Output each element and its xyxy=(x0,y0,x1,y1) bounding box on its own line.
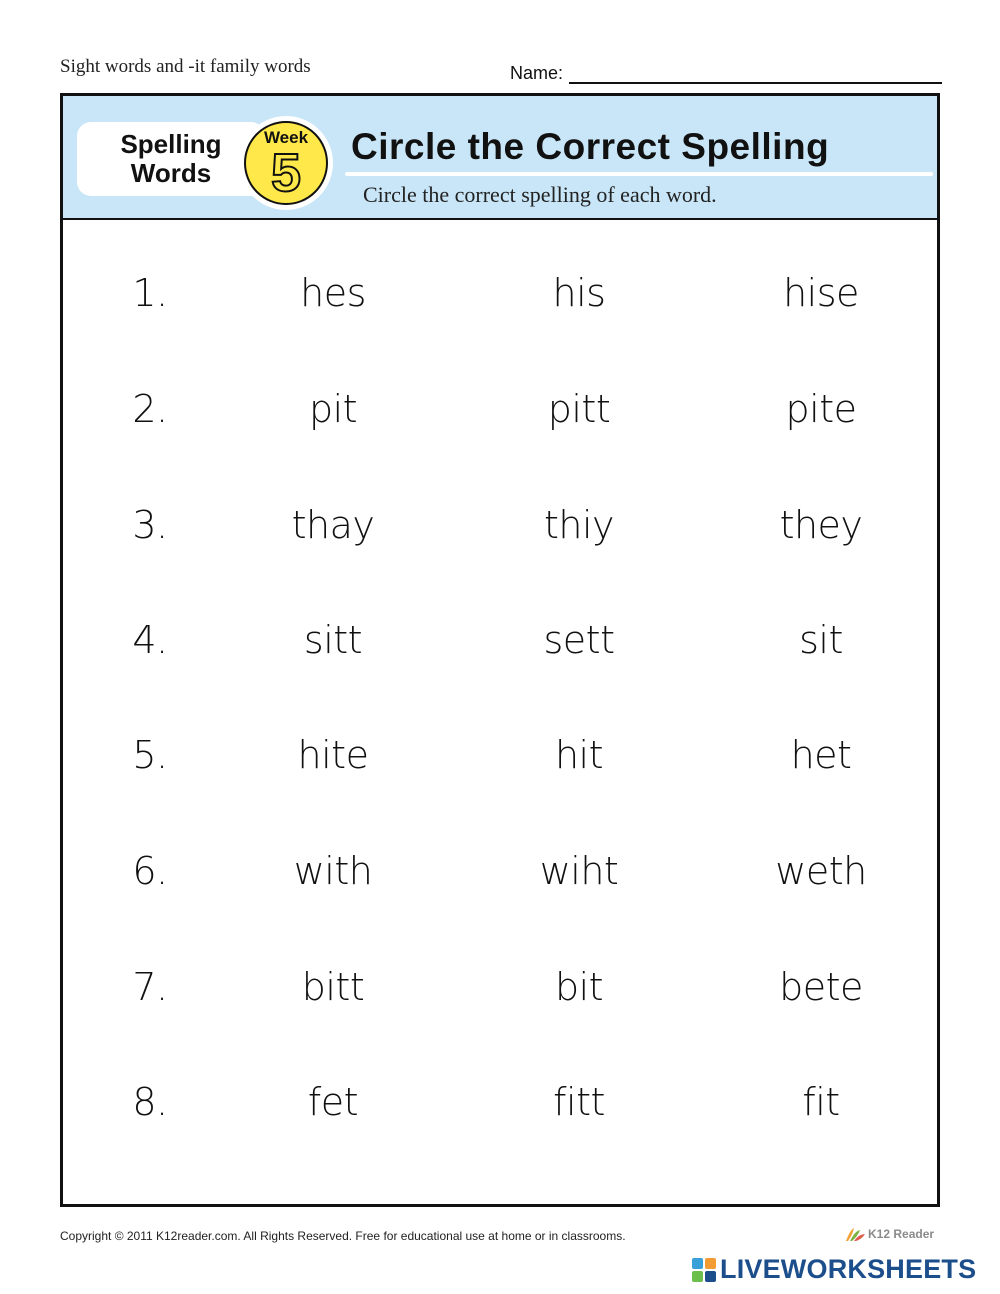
word-choice[interactable]: wiht xyxy=(539,849,619,893)
k12-leaf-icon xyxy=(844,1226,866,1242)
word-choice[interactable]: with xyxy=(293,849,373,893)
row-number: 1. xyxy=(132,271,168,315)
liveworksheets-brand xyxy=(692,1254,976,1285)
week-badge xyxy=(239,116,333,210)
week-number: 5 xyxy=(270,143,302,203)
word-choice[interactable]: hite xyxy=(297,733,369,777)
name-input[interactable] xyxy=(569,62,942,84)
word-choice[interactable]: hes xyxy=(300,271,366,315)
instructions: Circle the correct spelling of each word. xyxy=(363,182,717,207)
word-choice[interactable]: bete xyxy=(779,965,863,1009)
copyright-text: Copyright © 2011 K12reader.com. All Rights Reserved. Free for educational use at home or in classrooms. xyxy=(60,1229,626,1243)
word-choice[interactable]: weth xyxy=(775,849,867,893)
row-number: 2. xyxy=(132,387,168,431)
word-choice[interactable]: fit xyxy=(802,1080,840,1124)
week-badge-circle xyxy=(244,121,328,205)
word-choice[interactable]: sit xyxy=(799,618,843,662)
row-number: 3. xyxy=(132,503,168,547)
k12-reader-logo xyxy=(844,1226,934,1242)
word-choice[interactable]: his xyxy=(552,271,606,315)
word-choice[interactable]: they xyxy=(779,503,863,547)
row-number: 6. xyxy=(132,849,168,893)
word-choice[interactable]: sitt xyxy=(303,618,363,662)
row-number: 8. xyxy=(132,1080,168,1124)
word-row xyxy=(63,271,937,351)
word-choice[interactable]: fitt xyxy=(553,1080,605,1124)
worksheet-topic: Sight words and -it family words xyxy=(60,56,311,77)
word-row xyxy=(63,1080,937,1160)
liveworksheets-text: LIVEWORKSHEETS xyxy=(720,1254,977,1284)
word-choice[interactable]: hit xyxy=(554,733,604,777)
k12-logo-text: K12 Reader xyxy=(868,1227,935,1241)
badge-line-1: Spelling xyxy=(120,129,222,159)
row-number: 4. xyxy=(132,618,168,662)
word-choice[interactable]: pit xyxy=(308,387,358,431)
spelling-words-badge xyxy=(77,122,265,196)
page-title: Circle the Correct Spelling xyxy=(351,126,830,167)
word-row xyxy=(63,965,937,1045)
word-row xyxy=(63,503,937,583)
word-row xyxy=(63,387,937,467)
word-row xyxy=(63,618,937,698)
word-choice[interactable]: thay xyxy=(291,503,375,547)
word-choice[interactable]: thiy xyxy=(543,503,615,547)
badge-line-2: Words xyxy=(130,158,212,188)
row-number: 7. xyxy=(132,965,168,1009)
word-choice[interactable]: pitt xyxy=(547,387,611,431)
title-banner xyxy=(63,96,937,220)
word-choice[interactable]: bitt xyxy=(301,965,365,1009)
title-underline xyxy=(345,172,933,176)
liveworksheets-logo-icon xyxy=(692,1258,716,1282)
word-choice[interactable]: bit xyxy=(554,965,604,1009)
word-choice[interactable]: het xyxy=(790,733,852,777)
word-choice[interactable]: sett xyxy=(543,618,615,662)
word-choice[interactable]: pite xyxy=(785,387,857,431)
word-row xyxy=(63,849,937,929)
word-choice[interactable]: fet xyxy=(307,1080,359,1124)
word-choice[interactable]: hise xyxy=(783,271,859,315)
week-label: Week xyxy=(263,128,309,147)
word-row xyxy=(63,733,937,813)
name-field-group xyxy=(510,60,942,84)
row-number: 5. xyxy=(132,733,168,777)
name-label: Name: xyxy=(510,63,564,83)
worksheet-frame xyxy=(60,93,940,1207)
